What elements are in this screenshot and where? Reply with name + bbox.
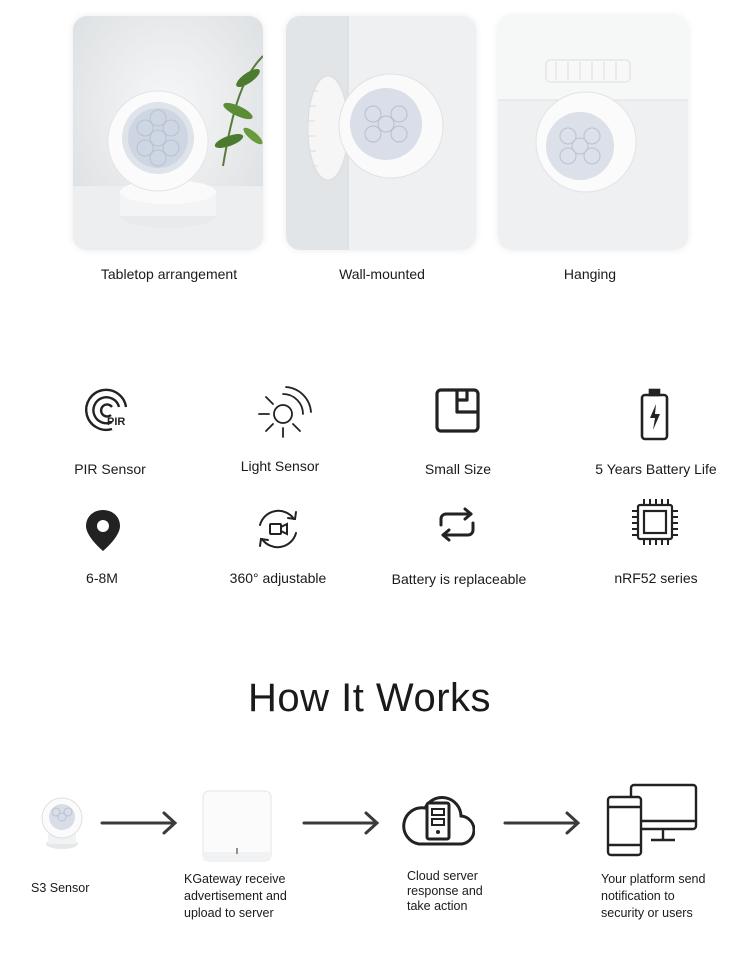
location-pin-icon	[84, 508, 122, 552]
wall-mounted-photo	[286, 16, 476, 250]
feature-label-replaceable: Battery is replaceable	[391, 571, 527, 587]
wall-mounted-caption: Wall-mounted	[339, 266, 425, 282]
feature-label-range: 6-8M	[86, 570, 118, 586]
flow-arrow-1	[100, 810, 180, 836]
feature-label-360: 360° adjustable	[229, 570, 327, 586]
step-3-label: Cloud server response and take action	[407, 869, 483, 913]
chip-icon	[631, 498, 679, 546]
feature-label-chip: nRF52 series	[614, 570, 698, 586]
kgateway-image	[202, 790, 272, 862]
pir-icon	[82, 385, 130, 433]
sun-icon	[256, 385, 314, 443]
step-2-label: KGateway receive advertisement and upload to server	[184, 872, 287, 920]
pir-icon-text: PIR	[107, 416, 126, 428]
step-1-label: S3 Sensor	[31, 881, 90, 895]
hanging-caption: Hanging	[563, 266, 617, 282]
hanging-photo	[498, 16, 688, 250]
s3-sensor-image	[38, 796, 86, 852]
flow-arrow-3	[503, 810, 583, 836]
replace-cycle-icon	[437, 507, 477, 543]
feature-label-pir: PIR Sensor	[74, 461, 146, 477]
feature-label-size: Small Size	[424, 461, 492, 477]
how-it-works-title: How It Works	[247, 676, 492, 720]
tabletop-photo	[73, 16, 263, 250]
flow-arrow-2	[302, 810, 382, 836]
battery-icon	[640, 388, 670, 442]
rotate-360-icon	[254, 505, 302, 553]
tabletop-caption: Tabletop arrangement	[100, 266, 238, 282]
small-size-icon	[435, 388, 480, 433]
feature-label-battery: 5 Years Battery Life	[595, 461, 717, 477]
devices-icon	[605, 783, 699, 859]
cloud-server-icon	[401, 790, 475, 848]
feature-label-light: Light Sensor	[240, 458, 320, 474]
step-4-label: Your platform send notification to security or users	[601, 872, 706, 920]
